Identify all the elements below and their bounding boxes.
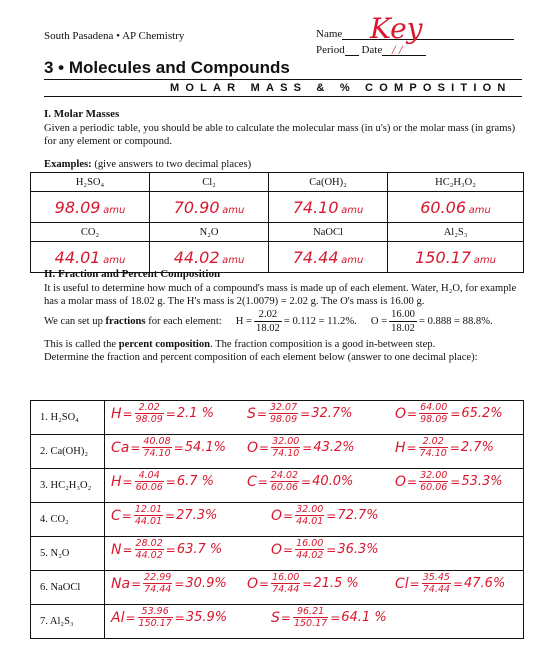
equals-sign: = xyxy=(174,610,185,625)
mass-fraction xyxy=(143,572,172,595)
equals-sign: = xyxy=(257,474,268,489)
fraction-denominator: 44.02 xyxy=(135,550,163,561)
compound-label: 7. Al₂S₃ xyxy=(31,605,105,639)
answer-unit: amu xyxy=(222,204,245,216)
mass-fraction xyxy=(295,504,324,527)
compound-label: 6. NaOCl xyxy=(31,571,105,605)
fraction-numerator: 35.45 xyxy=(422,572,450,583)
formula-cell: Al₂S₃ xyxy=(388,223,524,242)
equals-sign: = xyxy=(259,576,270,591)
formula-cell: H₂SO₄ xyxy=(31,173,150,192)
fraction-numerator: 2.02 xyxy=(135,402,164,414)
composition-table xyxy=(30,400,524,639)
percent-value: 63.7 % xyxy=(176,542,223,557)
answer-value: 70.90 xyxy=(173,197,220,217)
fraction-numerator: 32.00 xyxy=(272,436,300,447)
fraction-denominator: 98.09 xyxy=(420,414,448,425)
section-2-para-2 xyxy=(44,338,524,351)
formula-cell: HC₂H₃O₂ xyxy=(388,173,524,192)
percent-value: 65.2% xyxy=(461,406,503,421)
o-den: 18.02 xyxy=(391,323,415,334)
fraction-numerator: 22.99 xyxy=(144,572,172,583)
compound-label: 4. CO₂ xyxy=(31,503,105,537)
percent-value: 43.2% xyxy=(313,440,355,455)
fraction-setup-line xyxy=(44,308,524,335)
element-fraction xyxy=(247,572,359,595)
examples-table xyxy=(30,172,524,273)
equals-sign: = xyxy=(300,406,311,421)
answer-cell[interactable] xyxy=(31,192,150,223)
name-value: Key xyxy=(370,12,423,45)
answer-cell[interactable] xyxy=(388,242,524,273)
mass-fraction xyxy=(135,538,164,561)
percent-value: 40.0% xyxy=(312,474,354,489)
element-fraction xyxy=(395,470,503,493)
mass-fraction xyxy=(422,572,451,595)
date-label: Date xyxy=(361,44,383,56)
fraction-numerator: 32.00 xyxy=(296,504,324,515)
element-symbol: O xyxy=(247,439,259,456)
element-fraction xyxy=(111,538,222,561)
section-1-text: Given a periodic table, you should be able to calculate the molecular mass (in u's) or the molar mass (in grams) for any element or compound. xyxy=(44,123,516,147)
para2-bold: percent composition xyxy=(118,339,211,350)
fraction-denominator: 150.17 xyxy=(293,618,328,629)
name-line[interactable] xyxy=(342,28,514,40)
composition-work-cell[interactable] xyxy=(105,469,524,503)
fraction-denominator: 74.10 xyxy=(272,448,300,459)
equals-sign: = xyxy=(326,508,337,523)
element-fraction xyxy=(111,436,226,459)
h-label: H = xyxy=(235,316,253,327)
answer-unit: amu xyxy=(222,254,245,266)
answer-cell[interactable] xyxy=(269,192,388,223)
title-rule-bottom xyxy=(44,96,522,97)
equals-sign: = xyxy=(165,474,176,489)
composition-row xyxy=(31,571,524,605)
section-2-heading: II. Fraction and Percent Composition xyxy=(44,268,221,280)
setup-pre: We can set up xyxy=(44,316,103,327)
equals-sign: = xyxy=(280,610,291,625)
answer-value: 74.10 xyxy=(292,197,339,217)
fraction-denominator: 44.02 xyxy=(296,550,324,561)
equals-sign: = xyxy=(259,440,270,455)
answer-cell[interactable] xyxy=(388,192,524,223)
percent-value: 21.5 % xyxy=(313,576,359,591)
mass-fraction xyxy=(419,402,448,425)
composition-row xyxy=(31,537,524,571)
equals-sign: = xyxy=(302,576,313,591)
percent-value: 35.9% xyxy=(185,610,228,625)
fraction-denominator: 98.09 xyxy=(135,414,163,425)
element-fraction xyxy=(111,572,227,595)
h-fraction xyxy=(254,308,282,335)
fraction-numerator: 64.00 xyxy=(420,402,448,413)
fraction-numerator: 32.07 xyxy=(269,402,298,413)
fraction-denominator: 150.17 xyxy=(138,618,172,629)
element-symbol: H xyxy=(395,439,406,456)
answer-cell[interactable] xyxy=(269,242,388,273)
mass-fraction xyxy=(135,470,164,493)
equals-sign: = xyxy=(174,576,185,591)
fraction-numerator: 40.08 xyxy=(143,436,171,447)
equals-sign: = xyxy=(125,610,136,625)
answer-unit: amu xyxy=(473,254,496,266)
percent-value: 27.3% xyxy=(176,508,218,523)
element-symbol: Cl xyxy=(395,575,409,592)
period-line[interactable] xyxy=(345,44,359,56)
element-symbol: O xyxy=(395,405,407,422)
mass-fraction xyxy=(419,436,448,459)
fraction-numerator: 32.00 xyxy=(420,470,448,481)
para2-pre: This is called the xyxy=(44,339,117,350)
equals-sign: = xyxy=(330,610,341,625)
equals-sign: = xyxy=(449,440,460,455)
o-label: O = xyxy=(370,316,388,327)
page-subtitle: MOLAR MASS & % COMPOSITION xyxy=(170,82,512,94)
fraction-denominator: 74.10 xyxy=(419,448,447,459)
element-fraction xyxy=(271,606,387,629)
answer-value: 98.09 xyxy=(54,197,101,217)
equals-sign: = xyxy=(173,440,184,455)
answer-unit: amu xyxy=(103,254,126,266)
formula-cell: NaOCl xyxy=(269,223,388,242)
answer-unit: amu xyxy=(341,204,364,216)
element-fraction xyxy=(395,436,494,459)
setup-post: for each element: xyxy=(148,316,222,327)
section-2-para-3: Determine the fraction and percent composition of each element below (answer to one decimal place): xyxy=(44,352,478,363)
percent-value: 2.1 % xyxy=(176,406,215,421)
element-fraction xyxy=(395,572,505,595)
element-symbol: Ca xyxy=(111,439,130,456)
mass-fraction xyxy=(295,538,324,561)
answer-value: 150.17 xyxy=(415,247,472,267)
mass-fraction xyxy=(269,402,298,425)
examples-note: (give answers to two decimal places) xyxy=(94,159,252,170)
equals-sign: = xyxy=(131,576,142,591)
fraction-denominator: 60.06 xyxy=(135,482,163,493)
fraction-denominator: 74.44 xyxy=(272,584,300,595)
fraction-numerator: 2.02 xyxy=(419,436,448,448)
composition-work-cell[interactable] xyxy=(105,537,524,571)
equals-sign: = xyxy=(450,406,461,421)
equals-sign: = xyxy=(407,474,418,489)
fraction-numerator: 16.00 xyxy=(296,538,324,549)
fraction-numerator: 28.02 xyxy=(135,538,163,549)
equals-sign: = xyxy=(406,440,417,455)
composition-row xyxy=(31,435,524,469)
equals-sign: = xyxy=(407,406,418,421)
composition-work-cell[interactable] xyxy=(105,605,524,639)
equals-sign: = xyxy=(302,440,313,455)
h-den: 18.02 xyxy=(256,323,280,334)
composition-work-cell[interactable] xyxy=(105,435,524,469)
fraction-numerator: 12.01 xyxy=(134,504,163,515)
percent-value: 72.7% xyxy=(337,508,379,523)
fraction-denominator: 74.10 xyxy=(143,448,171,459)
fraction-numerator: 53.96 xyxy=(138,606,173,618)
compound-label: 2. Ca(OH)₂ xyxy=(31,435,105,469)
mass-fraction xyxy=(138,606,173,629)
equals-sign: = xyxy=(122,474,133,489)
element-symbol: Al xyxy=(111,609,125,626)
name-label: Name xyxy=(316,28,343,40)
answer-unit: amu xyxy=(341,254,364,266)
equals-sign: = xyxy=(122,542,133,557)
equals-sign: = xyxy=(283,508,294,523)
answer-value: 44.01 xyxy=(54,247,101,267)
element-symbol: C xyxy=(111,507,121,524)
equals-sign: = xyxy=(450,474,461,489)
examples-formula-row xyxy=(31,223,524,242)
title-rule-top xyxy=(44,79,522,80)
element-fraction xyxy=(111,504,217,527)
fraction-denominator: 44.01 xyxy=(134,516,163,527)
h-num: 2.02 xyxy=(254,308,282,322)
examples-formula-row xyxy=(31,173,524,192)
mass-fraction xyxy=(270,470,299,493)
fraction-denominator: 60.06 xyxy=(270,482,299,493)
equals-sign: = xyxy=(326,542,337,557)
answer-unit: amu xyxy=(468,204,491,216)
percent-value: 36.3% xyxy=(337,542,379,557)
percent-value: 32.7% xyxy=(311,406,353,421)
element-symbol: S xyxy=(271,609,280,626)
h-result: = 0.112 = 11.2%. xyxy=(283,316,357,327)
para2-post: . The fraction composition is a good in-between step. xyxy=(210,339,436,350)
formula-cell: Cl₂ xyxy=(150,173,269,192)
fraction-denominator: 74.44 xyxy=(422,584,450,595)
percent-value: 30.9% xyxy=(185,576,227,591)
composition-row xyxy=(31,401,524,435)
element-fraction xyxy=(271,504,379,527)
mass-fraction xyxy=(142,436,171,459)
element-symbol: N xyxy=(111,541,122,558)
element-symbol: O xyxy=(271,507,283,524)
answer-cell[interactable] xyxy=(150,192,269,223)
date-value: / / xyxy=(392,42,403,57)
equals-sign: = xyxy=(165,406,176,421)
equals-sign: = xyxy=(165,542,176,557)
percent-value: 53.3% xyxy=(461,474,503,489)
formula-cell: N₂O xyxy=(150,223,269,242)
element-fraction xyxy=(111,606,227,629)
equals-sign: = xyxy=(452,576,463,591)
examples-label: Examples: xyxy=(44,159,92,170)
fraction-denominator: 74.44 xyxy=(144,584,172,595)
mass-fraction xyxy=(419,470,448,493)
fraction-numerator: 96.21 xyxy=(293,606,328,618)
equals-sign: = xyxy=(121,508,132,523)
equals-sign: = xyxy=(301,474,312,489)
mass-fraction xyxy=(293,606,328,629)
element-symbol: S xyxy=(247,405,256,422)
mass-fraction xyxy=(135,402,164,425)
date-line[interactable] xyxy=(382,44,426,56)
element-fraction xyxy=(111,470,214,493)
setup-bold: fractions xyxy=(105,316,146,327)
o-result: = 0.888 = 88.8%. xyxy=(418,316,493,327)
composition-work-cell[interactable] xyxy=(105,401,524,435)
page-title: 3 • Molecules and Compounds xyxy=(44,58,290,77)
element-symbol: O xyxy=(247,575,259,592)
examples-line xyxy=(44,158,251,171)
element-symbol: C xyxy=(247,473,257,490)
composition-work-cell[interactable] xyxy=(105,503,524,537)
equals-sign: = xyxy=(165,508,176,523)
element-symbol: Na xyxy=(111,575,131,592)
equals-sign: = xyxy=(122,406,133,421)
element-symbol: O xyxy=(271,541,283,558)
formula-cell: Ca(OH)₂ xyxy=(269,173,388,192)
percent-value: 2.7% xyxy=(460,440,494,455)
period-date-row xyxy=(316,44,426,56)
fraction-denominator: 98.09 xyxy=(269,414,298,425)
compound-label: 3. HC₂H₃O₂ xyxy=(31,469,105,503)
equals-sign: = xyxy=(256,406,267,421)
element-fraction xyxy=(247,470,353,493)
o-fraction xyxy=(389,308,417,335)
answer-value: 44.02 xyxy=(173,247,220,267)
mass-fraction xyxy=(271,572,300,595)
fraction-numerator: 16.00 xyxy=(272,572,300,583)
element-fraction xyxy=(111,402,214,425)
element-fraction xyxy=(395,402,503,425)
compound-label: 5. N₂O xyxy=(31,537,105,571)
percent-value: 6.7 % xyxy=(176,474,215,489)
composition-row xyxy=(31,503,524,537)
fraction-denominator: 60.06 xyxy=(420,482,448,493)
equals-sign: = xyxy=(130,440,141,455)
composition-row xyxy=(31,605,524,639)
element-symbol: H xyxy=(111,473,122,490)
mass-fraction xyxy=(134,504,163,527)
fraction-numerator: 4.04 xyxy=(135,470,164,482)
element-fraction xyxy=(271,538,379,561)
section-1-heading: I. Molar Masses xyxy=(44,108,120,120)
fraction-denominator: 44.01 xyxy=(296,516,324,527)
element-fraction xyxy=(247,402,353,425)
school-course: South Pasadena • AP Chemistry xyxy=(44,30,185,42)
composition-work-cell[interactable] xyxy=(105,571,524,605)
formula-cell: CO₂ xyxy=(31,223,150,242)
equals-sign: = xyxy=(283,542,294,557)
composition-row xyxy=(31,469,524,503)
section-2-para-1: It is useful to determine how much of a compound's mass is made up of each element. Water, H₂O, for example has a molar mass of 18.02 g. The H's mass is 2(1.0079) = 2.02 g. The O's mass is 16.00 g. xyxy=(44,283,517,307)
answer-value: 74.44 xyxy=(292,247,339,267)
answer-value: 60.06 xyxy=(420,197,466,217)
equals-sign: = xyxy=(409,576,420,591)
element-symbol: H xyxy=(111,405,122,422)
percent-value: 64.1 % xyxy=(341,610,387,625)
element-fraction xyxy=(247,436,355,459)
element-symbol: O xyxy=(395,473,407,490)
percent-value: 54.1% xyxy=(184,440,226,455)
examples-answer-row xyxy=(31,192,524,223)
percent-value: 47.6% xyxy=(464,576,506,591)
compound-label: 1. H₂SO₄ xyxy=(31,401,105,435)
fraction-numerator: 24.02 xyxy=(270,470,299,481)
o-num: 16.00 xyxy=(391,309,415,320)
answer-unit: amu xyxy=(103,204,126,216)
period-label: Period xyxy=(316,44,345,56)
mass-fraction xyxy=(271,436,300,459)
